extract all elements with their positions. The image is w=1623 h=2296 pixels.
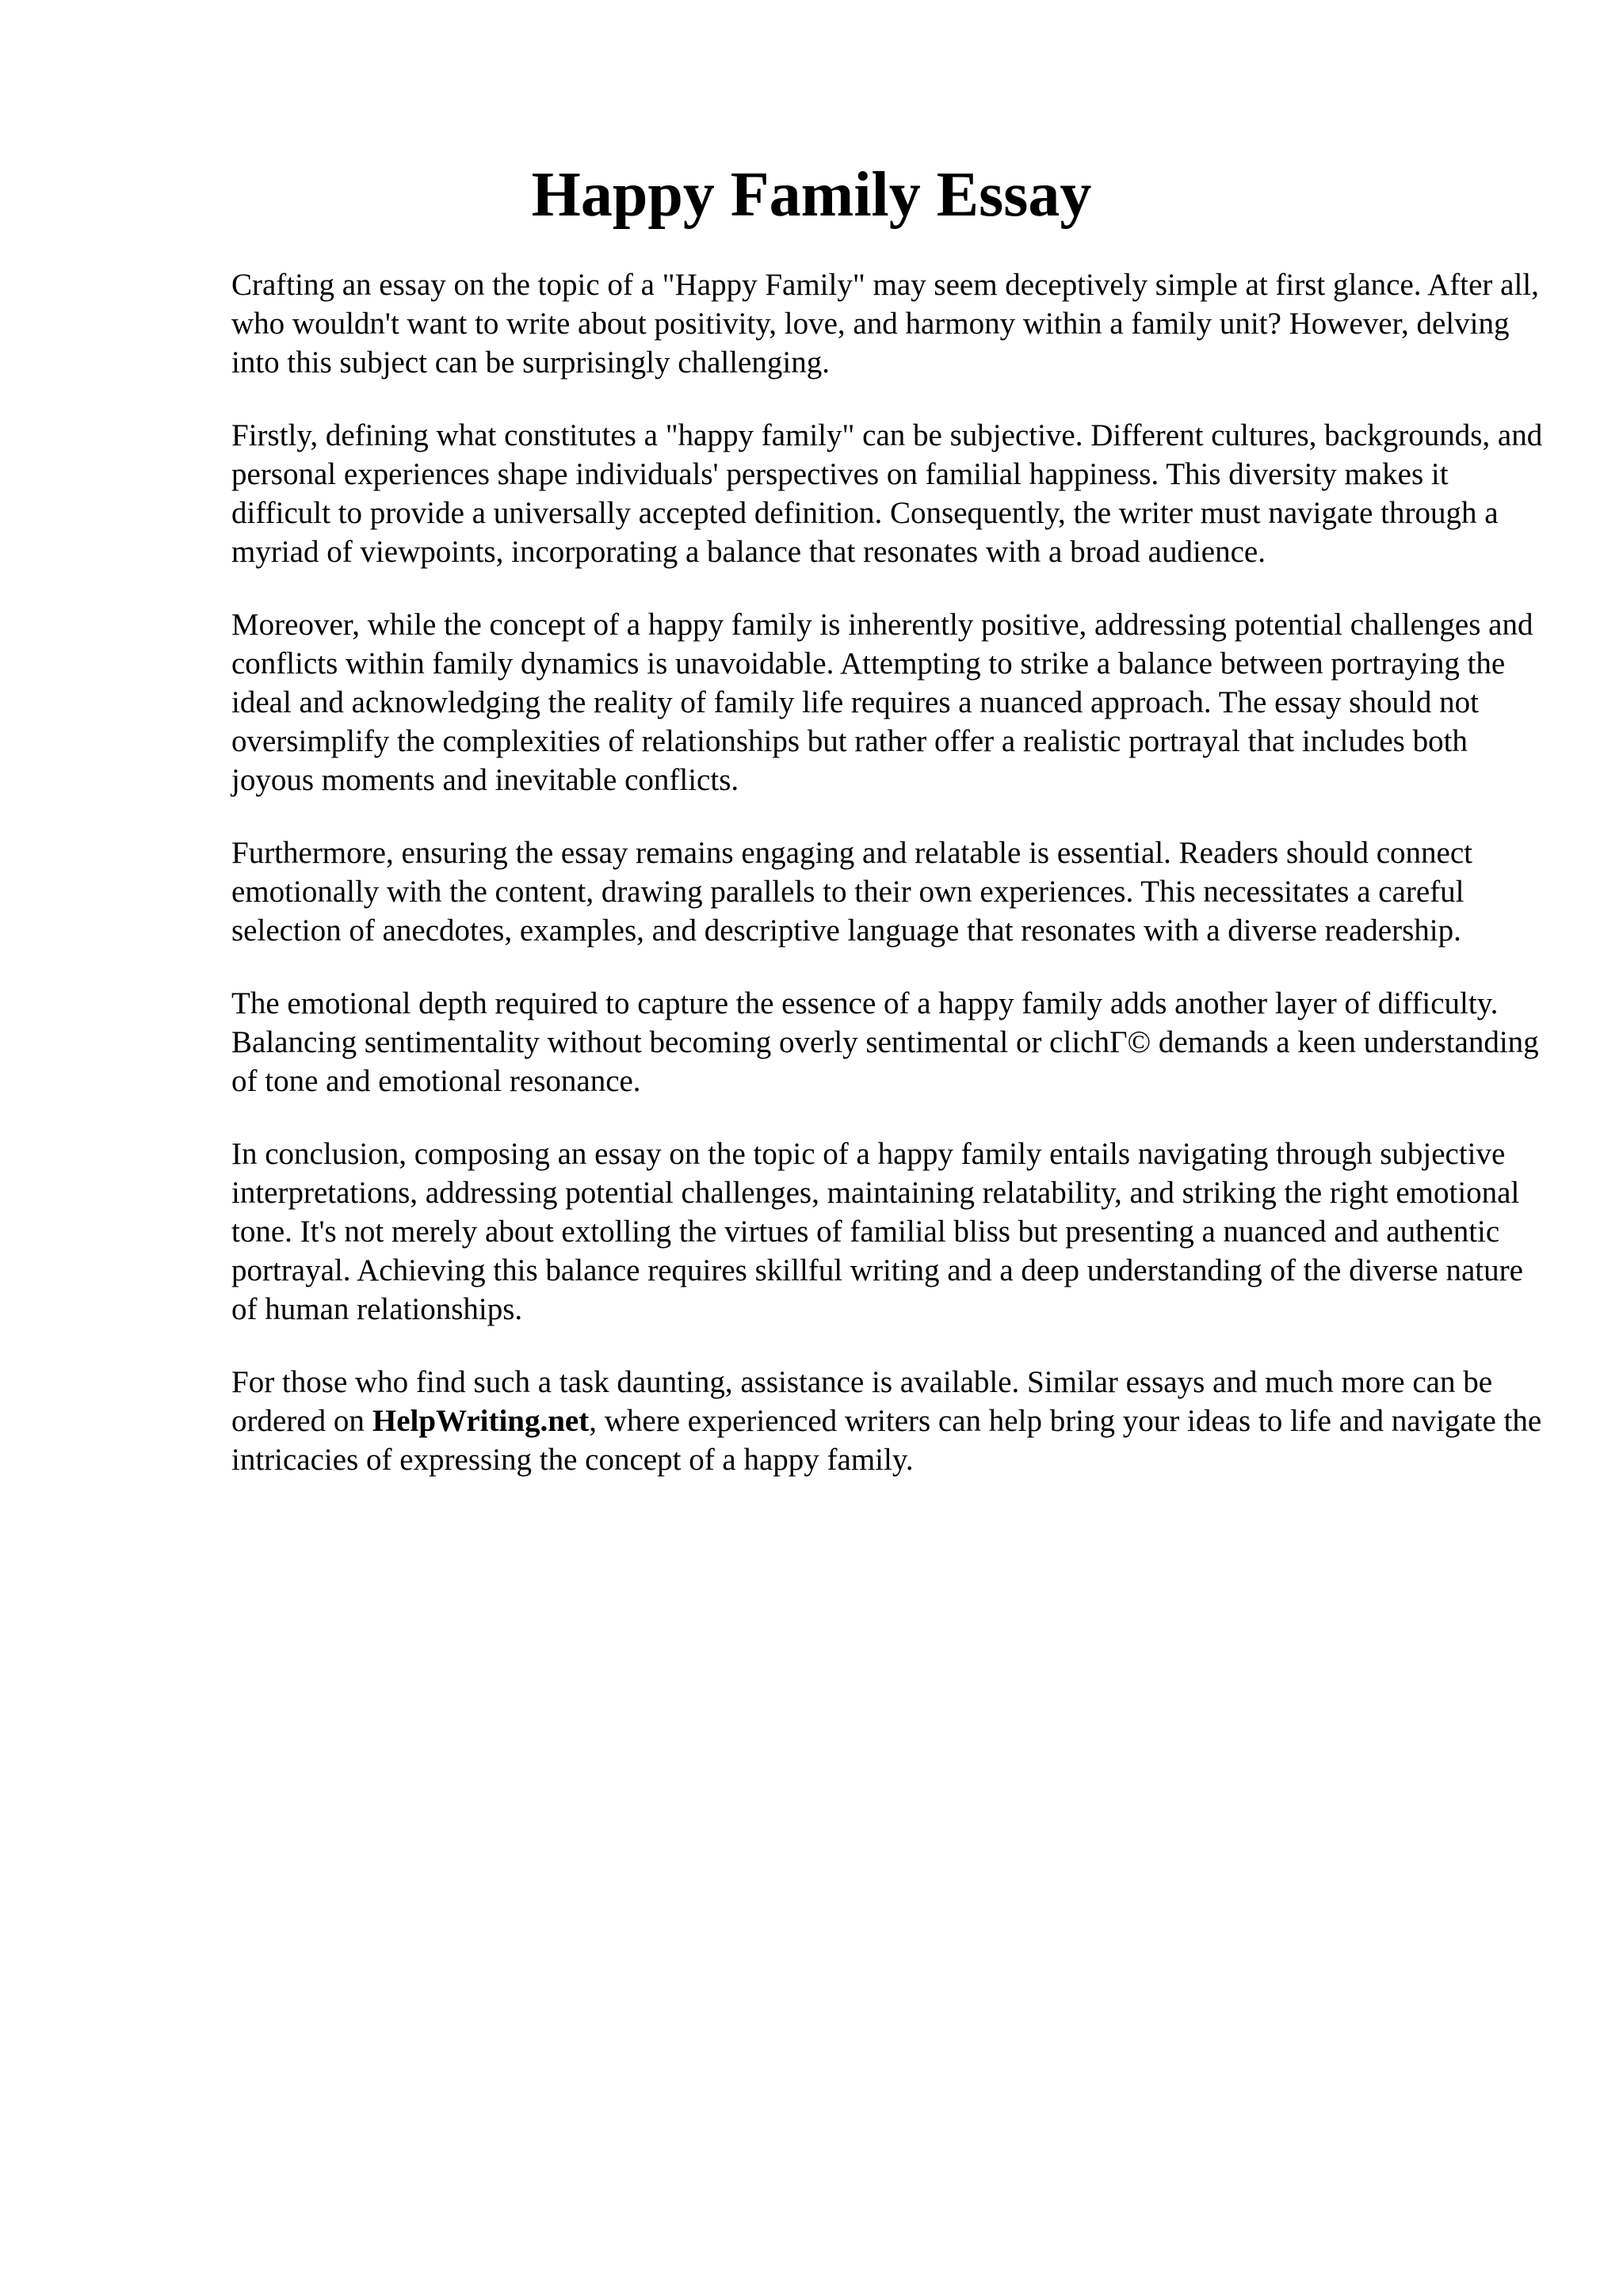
paragraph-challenges: Moreover, while the concept of a happy family is inherently positive, addressing potential challenges and conflicts within family dynamics is unavoidable. Attempting to strike a balance between portraying the ideal and acknowledging the reality of family life requires a nuanced approach. The essay should not oversimplify the complexities of relationships but rather offer a realistic portrayal that includes both joyous moments and inevitable conflicts. [231,608,1533,797]
closing-text-after: , where experienced writers can help bring your ideas to life and navigate the intricacies of expressing the concept of a happy family. [231,1404,1542,1477]
paragraph-conclusion: In conclusion, composing an essay on the topic of a happy family entails navigating through subjective interpretations, addressing potential challenges, maintaining relatability, and striking the right emotional tone. It's not merely about extolling the virtues of familial bliss but presenting a nuanced and authentic portrayal. Achieving this balance requires skillful writing and a deep understanding of the diverse nature of human relationships. [231,1137,1523,1326]
document-body [231,265,1555,1513]
closing-text-before: For those who find such a task daunting, assistance is available. Similar essays and much more can be ordered on [231,1365,1493,1438]
document-title: Happy Family Essay [531,160,1092,230]
paragraph-closing [231,1363,1555,1479]
helpwriting-link[interactable]: HelpWriting.net [372,1404,590,1438]
paragraph-engagement: Furthermore, ensuring the essay remains engaging and relatable is essential. Readers should connect emotionally with the content, drawing parallels to their own experiences. This necessitates a careful selection of anecdotes, examples, and descriptive language that resonates with a diverse readership. [231,836,1473,948]
paragraph-intro: Crafting an essay on the topic of a "Happy Family" may seem deceptively simple at first glance. After all, who wouldn't want to write about positivity, love, and harmony within a family unit? However, delving into this subject can be surprisingly challenging. [231,268,1539,379]
paragraph-definition: Firstly, defining what constitutes a "happy family" can be subjective. Different cultures, backgrounds, and personal experiences shape individuals' perspectives on familial happiness. This diversity makes it difficult to provide a universally accepted definition. Consequently, the writer must navigate through a myriad of viewpoints, incorporating a balance that resonates with a broad audience. [231,418,1543,569]
paragraph-emotional-depth: The emotional depth required to capture the essence of a happy family adds another layer of difficulty. Balancing sentimentality without becoming overly sentimental or clichГ© demands a keen understanding of tone and emotional resonance. [231,986,1539,1098]
